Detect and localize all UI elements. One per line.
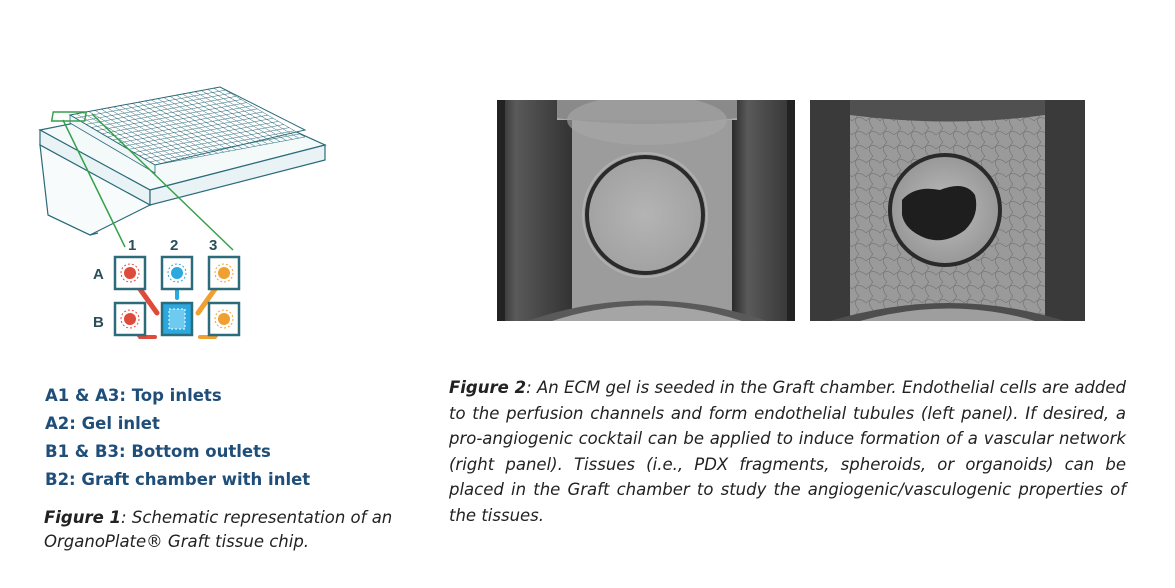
- figure1-legend: [45, 382, 310, 494]
- organoplate-schematic: [30, 85, 330, 355]
- column-label-2: 2: [170, 237, 179, 254]
- figure2-caption-label: Figure 2: [449, 378, 527, 397]
- legend-item: B1 & B3: Bottom outlets: [45, 442, 271, 461]
- legend-item: A1 & A3: Top inlets: [45, 386, 222, 405]
- column-label-1: 1: [128, 237, 137, 254]
- legend-item: B2: Graft chamber with inlet: [45, 470, 311, 489]
- micrograph-left-panel: [497, 100, 795, 321]
- row-label-A: A: [93, 266, 104, 283]
- well-B3: [209, 303, 239, 335]
- well-B2-graft-chamber: [162, 303, 192, 335]
- figure1-caption-label: Figure 1: [44, 508, 122, 527]
- figure2-caption-text: : An ECM gel is seeded in the Graft chamber. Endothelial cells are added to the perfusion channels and form endothelial tubules (left panel). If desired, a pro-angiogenic cocktail can be applied to induce formation of a vascular network (right panel). Tissues (i.e., PDX fragments, spheroids, or organoids) can be placed in the Graft chamber to study the angiogenic/vasculogenic properties of the tissues.: [449, 378, 1126, 525]
- figure1-caption: [44, 506, 404, 554]
- well-A1: [115, 257, 145, 289]
- well-A3: [209, 257, 239, 289]
- well-B1: [115, 303, 145, 335]
- micrograph-right-panel: [810, 100, 1085, 321]
- row-label-B: B: [93, 314, 104, 331]
- figure2-caption: [449, 375, 1126, 528]
- figure1-caption-text: : Schematic representation of an OrganoPlate® Graft tissue chip.: [44, 508, 393, 551]
- well-A2: [162, 257, 192, 289]
- column-label-3: 3: [209, 237, 218, 254]
- legend-item: A2: Gel inlet: [45, 414, 160, 433]
